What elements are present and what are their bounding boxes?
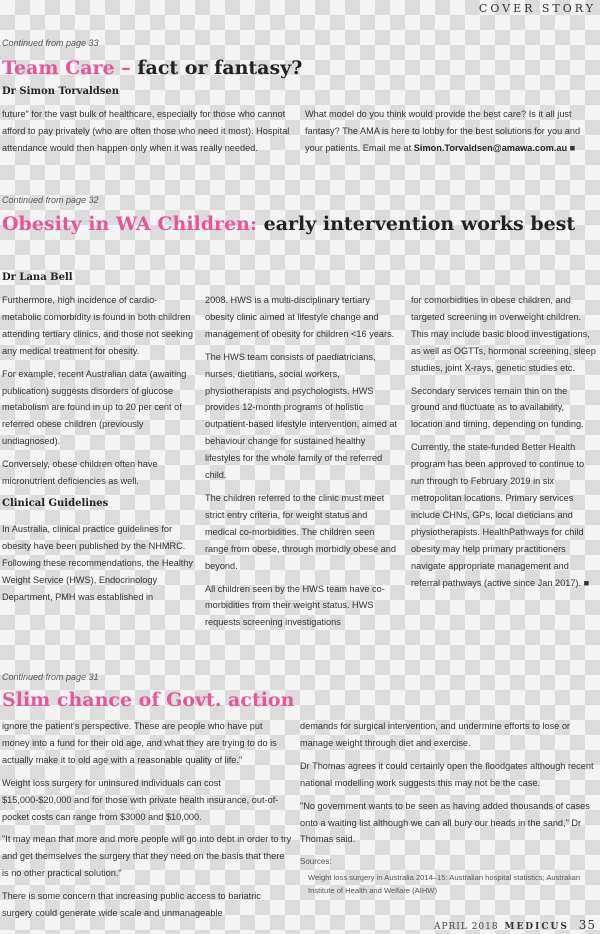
title-highlight: Team Care – bbox=[2, 57, 131, 79]
article3-column-1 bbox=[2, 718, 292, 928]
paragraph: There is some concern that increasing public access to bariatric surgery could generate wide scale and unmanageable bbox=[2, 891, 261, 919]
title-highlight: Slim chance of Govt. action bbox=[2, 689, 295, 711]
end-mark: ■ bbox=[583, 577, 590, 588]
paragraph: for comorbidities in obese children, and targeted screening in overweight children. This may include basic blood investigations, as well as OGTTs, hormonal screening, sleep studies, joint X-rays, genetic studies etc. bbox=[411, 295, 596, 373]
paragraph: ignore the patient's perspective. These are people who have put money into a fund for their old age, and what they are trying to do is actually make it to old age with a reasonable quality of life." bbox=[2, 721, 277, 765]
magazine-name: MEDICUS bbox=[504, 922, 569, 932]
paragraph-text: What model do you think would provide the best care? Is it all just fantasy? The AMA is here to lobby for the best solutions for you and your patients. Email me at bbox=[305, 109, 581, 153]
subheading: Clinical Guidelines bbox=[2, 497, 109, 509]
paragraph bbox=[305, 106, 598, 157]
paragraph: The children referred to the clinic must meet strict entry criteria, for weight status and medical co-morbidities. The children seen range from obese, through morbidly obese and beyond. bbox=[205, 492, 397, 571]
article1-column-2 bbox=[305, 106, 598, 163]
article1-column-1 bbox=[2, 106, 292, 163]
article-title-1 bbox=[2, 54, 598, 82]
page-footer bbox=[434, 918, 596, 932]
page-number: 35 bbox=[578, 918, 596, 932]
paragraph: The HWS team consists of paediatricians, nurses, dietitians, social workers, physiotherapists and psychologists. HWS provides 12-month programs of holistic outpatient-based lifestyle intervention, aimed at behaviour change for sustained healthy lifestyles for the whole family of the referred child. bbox=[205, 351, 398, 481]
author-byline-2: Dr Lana Bell bbox=[2, 272, 73, 283]
section-label: COVER STORY bbox=[478, 2, 596, 15]
article2-column-2 bbox=[205, 292, 400, 637]
paragraph: Dr Thomas agrees it could certainly open the floodgates although recent national modelling work suggests this may not be the case. bbox=[300, 760, 594, 788]
article2-column-1 bbox=[2, 292, 196, 611]
article-title-2 bbox=[2, 210, 598, 238]
paragraph: "No government wants to be seen as having added thousands of cases onto a waiting list although we can all bury our heads in the sand," Dr Thomas said. bbox=[300, 800, 590, 845]
paragraph-text: Currently, the state-funded Better Health program has been approved to continue to run through to February 2019 in six metropolitan locations. Primary services include CHNs, GPs, local dieticians and physiotherapists. HealthPathways for child obesity may help primary practitioners navigate appropriate management and referral pathways (active since Jan 2017). bbox=[411, 442, 585, 588]
paragraph bbox=[411, 439, 598, 591]
sources-label: Sources: bbox=[300, 857, 332, 867]
paragraph: "It may mean that more and more people will go into debt in order to try and get themselves the surgery that they need on the basis that there is no other practical solution." bbox=[2, 834, 292, 879]
issue-date: APRIL 2018 bbox=[433, 922, 499, 932]
sources-text: Weight loss surgery in Australia 2014–15: Australian hospital statistics; Australian Institute of Health and Welfare (AIHW) bbox=[308, 873, 581, 896]
article3-column-2 bbox=[300, 718, 598, 897]
paragraph: All children seen by the HWS team have co-morbidities from their weight status. HWS requests screening investigations bbox=[205, 583, 385, 628]
paragraph: For example, recent Australian data (awaiting publication) suggests disorders of glucose metabolism are found in up to 20 per cent of referred obese children (previously undiagnosed). bbox=[2, 368, 187, 447]
end-mark: ■ bbox=[569, 142, 576, 153]
title-rest: early intervention works best bbox=[263, 213, 576, 235]
title-highlight: Obesity in WA Children: bbox=[2, 213, 257, 235]
author-byline-1: Dr Simon Torvaldsen bbox=[2, 86, 120, 97]
paragraph: In Australia, clinical practice guidelines for obesity have been published by the NHMRC. Following these recommendations, the Healthy Weight Service (HWS), Endocrinology Department, PMH was established in bbox=[2, 523, 193, 602]
paragraph: 2008. HWS is a multi-disciplinary tertiary obesity clinic aimed at lifestyle change and management of obesity for children <16 years. bbox=[205, 295, 395, 339]
continued-note-3: Continued from page 31 bbox=[2, 672, 99, 682]
article-title-3 bbox=[2, 686, 598, 714]
continued-note-2: Continued from page 32 bbox=[2, 195, 99, 205]
title-rest: fact or fantasy? bbox=[137, 57, 303, 79]
continued-note-1: Continued from page 33 bbox=[2, 38, 99, 48]
email-link[interactable]: Simon.Torvaldsen@amawa.com.au bbox=[413, 142, 568, 153]
paragraph: Secondary services remain thin on the ground and fluctuate as to availability, location and timing, depending on funding. bbox=[411, 385, 584, 430]
paragraph: Weight loss surgery for uninsured individuals can cost $15,000-$20,000 and for those with private health insurance, out-of-pocket costs can range from $3000 and $10,000. bbox=[2, 777, 279, 822]
article2-column-3 bbox=[411, 292, 598, 597]
paragraph: future" for the vast bulk of healthcare, especially for those who cannot afford to pay privately (who are often those who need it most). Hospital attendance would then happen only when it was really needed. bbox=[2, 109, 290, 153]
paragraph: Furthermore, high incidence of cardio-metabolic comorbidity is found in both children attending tertiary clinics, and those not seeking any medical treatment for obesity. bbox=[2, 295, 194, 356]
paragraph: demands for surgical intervention, and undermine efforts to lose or manage weight through diet and exercise. bbox=[300, 721, 570, 748]
paragraph: Conversely, obese children often have micronutrient deficiencies as well. bbox=[2, 459, 158, 487]
